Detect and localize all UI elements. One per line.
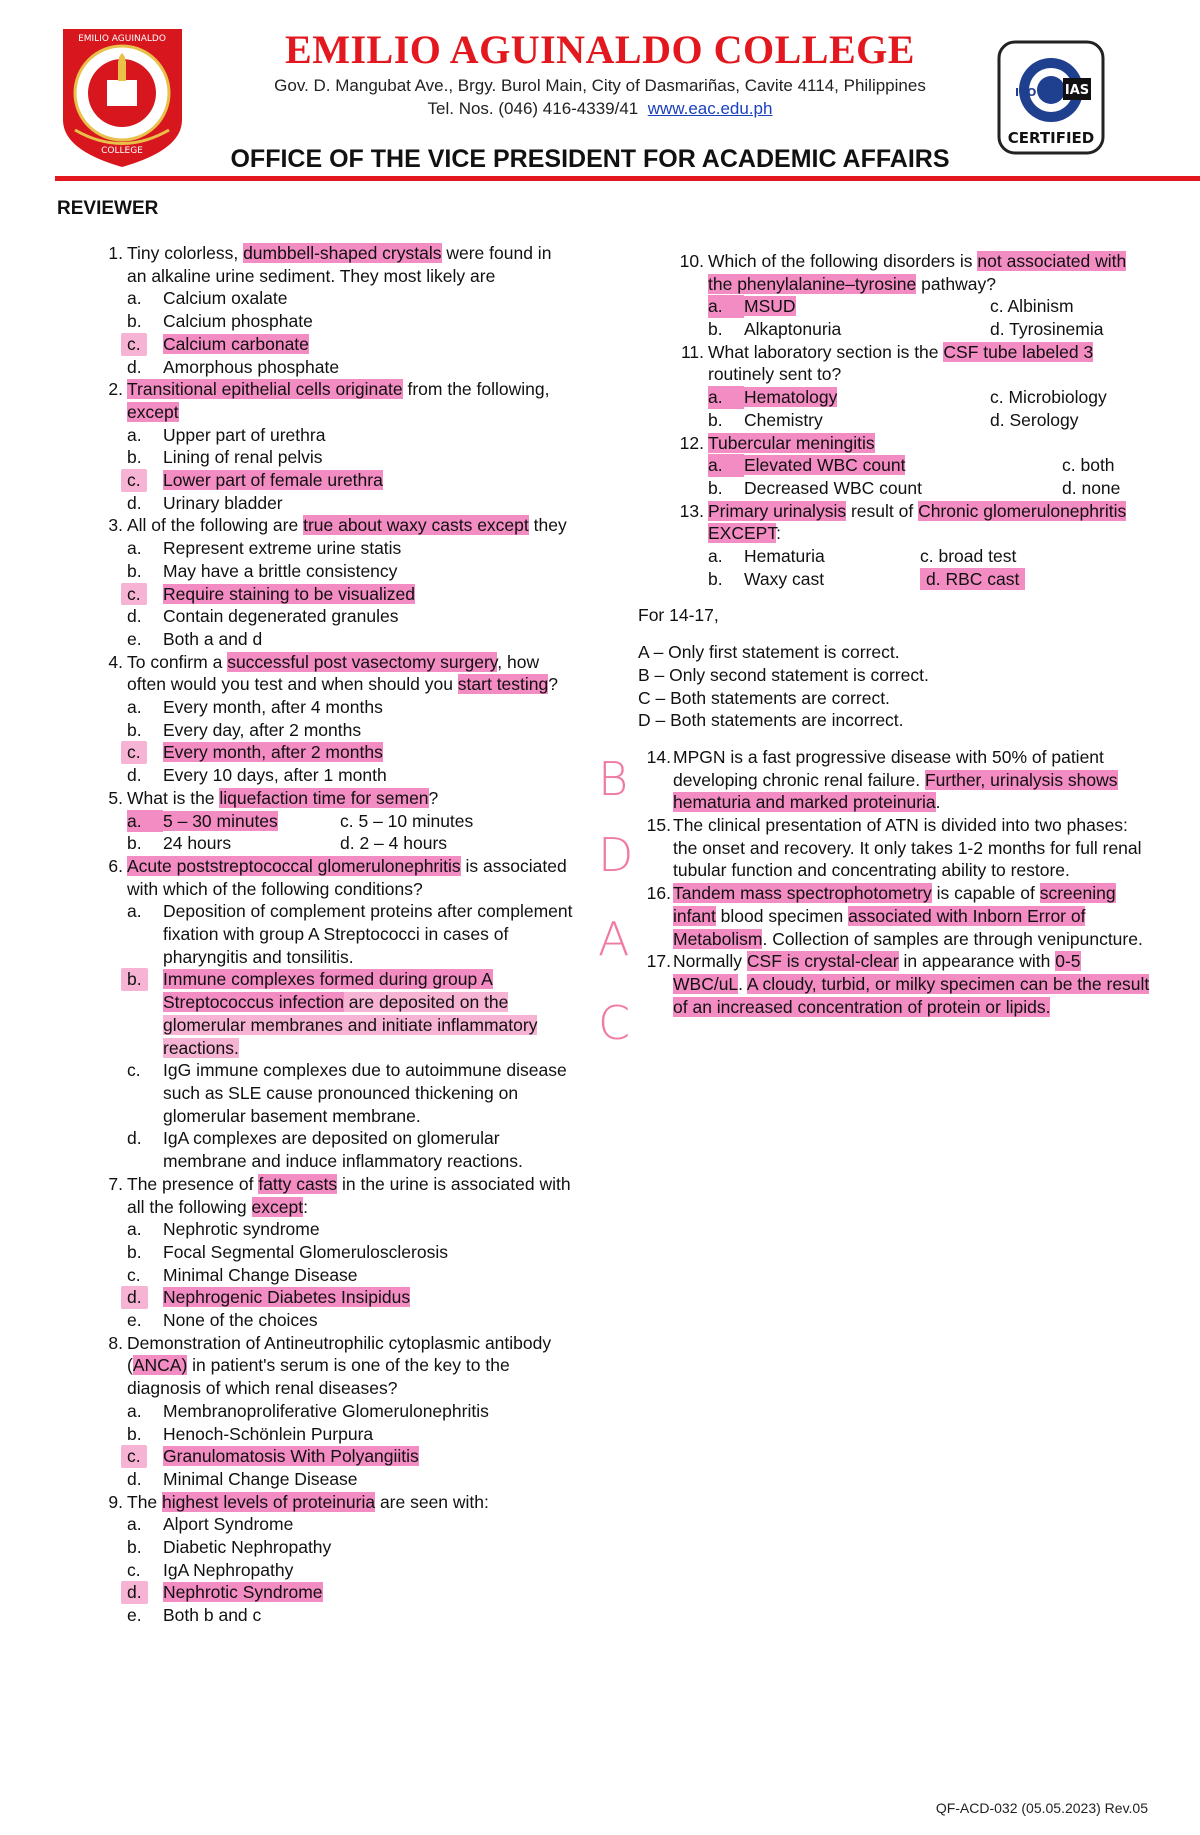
statement-key-b: B – Only second statement is correct. bbox=[638, 664, 929, 685]
question-text: , how often would you test and when should you bbox=[127, 651, 540, 695]
question-text: from the following, bbox=[402, 379, 550, 400]
question-text: What laboratory section is the bbox=[708, 341, 944, 362]
option-e: e. Both b and c bbox=[127, 1605, 262, 1626]
question-text: ? bbox=[428, 787, 439, 808]
option-a: a. Calcium oxalate bbox=[127, 288, 288, 309]
question-9 bbox=[95, 1491, 575, 1514]
highlight: Tubercular meningitis bbox=[708, 432, 875, 453]
question-text: were found in an alkaline urine sediment. They most likely are bbox=[127, 243, 552, 286]
option-d-answer: d. RBC cast bbox=[920, 568, 1025, 591]
question-16 bbox=[638, 882, 1150, 950]
options-row-bd: b. Waxy cast d. RBC cast bbox=[670, 568, 1150, 591]
option-c: c. Microbiology bbox=[990, 387, 1107, 408]
question-text: result of bbox=[846, 500, 919, 521]
highlight: Acute poststreptococcal glomerulonephritis bbox=[127, 855, 461, 876]
option-a: a. Membranoproliferative Glomerulonephritis bbox=[127, 1400, 489, 1421]
option-d: d. IgA complexes are deposited on glomerular membrane and induce inflammatory reactions. bbox=[127, 1128, 523, 1172]
question-number: 6. bbox=[108, 855, 123, 876]
options-row-bd: b. Chemistry d. Serology bbox=[708, 409, 1079, 430]
statement-instructions: For 14-17, bbox=[638, 605, 719, 626]
question-text: in appearance with bbox=[898, 951, 1056, 972]
highlight: CSF is crystal-clear bbox=[746, 951, 899, 972]
question-text: MPGN is a fast progressive disease with 50% of patient developing chronic renal failure. bbox=[673, 746, 1104, 790]
college-seal-logo bbox=[55, 25, 190, 170]
option-c: c. 5 – 10 minutes bbox=[340, 810, 474, 831]
options-row-bd: b. Decreased WBC count d. none bbox=[708, 477, 1121, 498]
question-number: 14. bbox=[646, 746, 671, 767]
question-text: routinely sent to? bbox=[708, 364, 842, 385]
question-11 bbox=[670, 341, 1150, 386]
questions-column-left bbox=[95, 242, 575, 1627]
option-b: b. Diabetic Nephropathy bbox=[127, 1537, 332, 1558]
question-number: 7. bbox=[108, 1173, 123, 1194]
question-text: What is the bbox=[127, 787, 220, 808]
option-c: c. Albinism bbox=[990, 296, 1074, 317]
highlight: Further, urinalysis shows hematuria and marked proteinuria bbox=[673, 769, 1118, 813]
question-text: Demonstration of Antineutrophilic cytoplasmic antibody ( bbox=[127, 1332, 552, 1376]
svg-text:ISO: ISO bbox=[1015, 86, 1037, 99]
highlight: dumbbell-shaped crystals bbox=[243, 243, 442, 263]
question-text: ? bbox=[548, 674, 558, 695]
option-b: Decreased WBC count bbox=[744, 477, 922, 498]
handwritten-answer-mark: D bbox=[598, 828, 634, 882]
question-number: 1. bbox=[108, 243, 123, 263]
svg-text:COLLEGE: COLLEGE bbox=[101, 146, 143, 156]
question-text: All of the following are bbox=[127, 515, 304, 536]
question-text: . bbox=[738, 973, 747, 994]
option-d: d. Contain degenerated granules bbox=[127, 606, 399, 627]
question-text: they bbox=[528, 515, 567, 536]
question-number: 2. bbox=[108, 379, 123, 400]
options-row-bd: b. Alkaptonuria d. Tyrosinemia bbox=[708, 319, 1104, 340]
options-row-ac: a. Hematuria c. broad test bbox=[708, 546, 1017, 567]
question-text: : bbox=[303, 1196, 308, 1217]
option-c: c. Minimal Change Disease bbox=[127, 1264, 358, 1285]
svg-text:EMILIO AGUINALDO: EMILIO AGUINALDO bbox=[78, 34, 166, 44]
option-d: d. Every 10 days, after 1 month bbox=[127, 765, 387, 786]
question-number: 5. bbox=[108, 787, 123, 808]
statement-key-d: D – Both statements are incorrect. bbox=[638, 710, 904, 731]
question-3 bbox=[95, 514, 575, 537]
question-text: Normally bbox=[673, 951, 747, 972]
question-number: 10. bbox=[679, 251, 704, 271]
iso-ias-certified-badge bbox=[997, 40, 1105, 155]
page-header bbox=[0, 0, 1200, 190]
document-control-number: QF-ACD-032 (05.05.2023) Rev.05 bbox=[935, 1800, 1148, 1816]
section-title: REVIEWER bbox=[57, 198, 159, 219]
option-b: b. Lining of renal pelvis bbox=[127, 447, 323, 468]
option-a: a. Every month, after 4 months bbox=[127, 697, 383, 718]
options-row-ac: a. Hematology c. Microbiology bbox=[708, 387, 1107, 408]
option-b: b. Calcium phosphate bbox=[127, 311, 313, 332]
college-address: Gov. D. Mangubat Ave., Brgy. Burol Main, City of Dasmariñas, Cavite 4114, Philippines bbox=[274, 76, 926, 95]
website-link[interactable]: www.eac.edu.ph bbox=[647, 99, 773, 118]
question-text: The bbox=[127, 1491, 163, 1512]
question-number: 4. bbox=[108, 651, 123, 672]
question-text: . bbox=[935, 792, 941, 813]
highlight: successful post vasectomy surgery bbox=[227, 651, 498, 672]
questions-column-right bbox=[638, 250, 1150, 1018]
highlight: associated with Inborn Error of Metabolism bbox=[673, 905, 1086, 949]
option-c-answer: c. Every month, after 2 months bbox=[95, 741, 575, 764]
option-c-answer: c. Calcium carbonate bbox=[95, 333, 575, 356]
question-17 bbox=[638, 950, 1150, 1018]
office-title: OFFICE OF THE VICE PRESIDENT FOR ACADEMIC AFFAIRS bbox=[230, 145, 950, 173]
option-b-answer: b. Immune complexes formed during group A Streptococcus infection are deposited on the glomerular membranes and initiate inflammatory reactions. bbox=[95, 968, 575, 1059]
option-b: 24 hours bbox=[163, 833, 232, 854]
option-c: c. IgA Nephropathy bbox=[127, 1559, 294, 1580]
question-12 bbox=[670, 432, 1150, 455]
question-number: 13. bbox=[679, 500, 704, 521]
highlight: highest levels of proteinuria bbox=[162, 1491, 376, 1512]
question-text: in the urine is associated with all the following bbox=[127, 1173, 571, 1217]
question-6 bbox=[95, 855, 575, 900]
option-d: d. Tyrosinemia bbox=[990, 319, 1104, 340]
statement-key-a: A – Only first statement is correct. bbox=[638, 642, 900, 663]
option-e: e. None of the choices bbox=[127, 1310, 318, 1331]
highlight: 0-5 WBC/uL bbox=[673, 951, 1081, 994]
option-d: d. Urinary bladder bbox=[127, 492, 283, 513]
option-a: Hematuria bbox=[744, 546, 825, 567]
header-divider bbox=[55, 176, 1200, 181]
option-a: a. Deposition of complement proteins after complement fixation with group A Streptococci in cases of pharyngitis and tonsilitis. bbox=[127, 901, 573, 967]
highlight: Chronic glomerulonephritis EXCEPT bbox=[708, 500, 1127, 544]
svg-text:CERTIFIED: CERTIFIED bbox=[1007, 129, 1095, 147]
college-contact bbox=[200, 99, 1000, 119]
option-d: d. none bbox=[1062, 477, 1121, 498]
option-c-answer: c. Require staining to be visualized bbox=[95, 583, 575, 606]
question-1 bbox=[95, 242, 575, 287]
option-c-answer: c. Lower part of female urethra bbox=[95, 469, 575, 492]
question-number: 15. bbox=[646, 815, 671, 836]
question-text: Which of the following disorders is bbox=[708, 251, 978, 271]
option-b: b. Henoch-Schönlein Purpura bbox=[127, 1423, 374, 1444]
question-10 bbox=[670, 250, 1150, 295]
question-text: pathway? bbox=[916, 273, 996, 294]
question-15 bbox=[638, 814, 1150, 882]
question-13 bbox=[670, 500, 1150, 545]
handwritten-answer-mark: C bbox=[598, 996, 631, 1050]
highlight: Tandem mass spectrophotometry bbox=[673, 883, 932, 904]
option-c: c. both bbox=[1062, 455, 1115, 476]
question-text: is associated with which of the following conditions? bbox=[127, 855, 567, 899]
highlight: except bbox=[251, 1196, 304, 1217]
question-text: To confirm a bbox=[127, 651, 228, 672]
option-d-answer: d. Nephrogenic Diabetes Insipidus bbox=[95, 1286, 575, 1309]
svg-text:IAS: IAS bbox=[1064, 83, 1090, 98]
question-number: 16. bbox=[646, 883, 671, 904]
highlight: liquefaction time for semen bbox=[219, 787, 429, 808]
highlight: Primary urinalysis bbox=[708, 500, 847, 521]
question-text: . Collection of samples are through venipuncture. bbox=[762, 928, 1143, 949]
option-a: a. Alport Syndrome bbox=[127, 1514, 294, 1535]
option-e: e. Both a and d bbox=[127, 628, 263, 649]
question-text: is capable of bbox=[931, 883, 1040, 904]
question-text: : bbox=[776, 523, 781, 544]
option-a: a. Nephrotic syndrome bbox=[127, 1219, 320, 1240]
options-row-bd: b. 24 hours d. 2 – 4 hours bbox=[127, 833, 448, 854]
question-text: The presence of bbox=[127, 1173, 259, 1194]
question-number: 8. bbox=[108, 1332, 123, 1353]
option-d: d. Minimal Change Disease bbox=[127, 1468, 358, 1489]
question-5 bbox=[95, 787, 575, 810]
question-14 bbox=[638, 746, 1150, 814]
question-number: 11. bbox=[680, 341, 704, 362]
question-text: Tiny colorless, bbox=[127, 243, 244, 263]
highlight: A cloudy, turbid, or milky specimen can be the result of an increased concentration of protein or lipids. bbox=[673, 973, 1150, 1017]
question-7 bbox=[95, 1173, 575, 1218]
handwritten-answer-mark: A bbox=[598, 912, 630, 966]
option-b: Waxy cast bbox=[744, 568, 825, 589]
option-c: c. broad test bbox=[920, 546, 1017, 567]
question-text: are seen with: bbox=[375, 1491, 489, 1512]
option-c-answer: c. Granulomatosis With Polyangiitis bbox=[95, 1445, 575, 1468]
options-row-ac: a. 5 – 30 minutes c. 5 – 10 minutes bbox=[127, 810, 474, 831]
handwritten-answer-mark: B bbox=[598, 752, 629, 806]
highlight: Transitional epithelial cells originate bbox=[127, 379, 403, 400]
option-b: b. May have a brittle consistency bbox=[127, 560, 398, 581]
highlight: fatty casts bbox=[258, 1173, 338, 1194]
question-text: The clinical presentation of ATN is divided into two phases: the onset and recovery. It only takes 1-2 months for full renal tubular function and concentrating ability to restore. bbox=[673, 815, 1142, 881]
option-d: d. Serology bbox=[990, 409, 1079, 430]
question-8 bbox=[95, 1332, 575, 1400]
option-a: a. Upper part of urethra bbox=[127, 424, 326, 445]
option-b: b. Every day, after 2 months bbox=[127, 719, 362, 740]
highlight: except bbox=[127, 401, 179, 422]
highlight: true about waxy casts except bbox=[303, 515, 529, 536]
highlight: screening infant bbox=[673, 883, 1116, 926]
highlight: CSF tube labeled 3 bbox=[943, 341, 1094, 362]
option-b: b. Focal Segmental Glomerulosclerosis bbox=[127, 1241, 448, 1262]
option-d-answer: d. Nephrotic Syndrome bbox=[95, 1581, 575, 1604]
option-a-answer: MSUD bbox=[744, 296, 796, 317]
options-row-ac: a. MSUD c. Albinism bbox=[708, 296, 1074, 317]
question-4 bbox=[95, 651, 575, 696]
option-a: a. Represent extreme urine statis bbox=[127, 538, 402, 559]
highlight: ANCA) bbox=[132, 1355, 188, 1376]
option-d: d. Amorphous phosphate bbox=[127, 356, 340, 377]
option-c: c. IgG immune complexes due to autoimmune disease such as SLE cause pronounced thickening on glomerular basement membrane. bbox=[127, 1060, 567, 1126]
statement-key-c: C – Both statements are correct. bbox=[638, 687, 890, 708]
option-b: Chemistry bbox=[744, 409, 823, 430]
option-a-answer: 5 – 30 minutes bbox=[163, 810, 278, 831]
question-2 bbox=[95, 378, 575, 423]
options-row-ac: a. Elevated WBC count c. both bbox=[708, 455, 1115, 476]
highlight: not associated with the phenylalanine–tyrosine bbox=[708, 251, 1127, 294]
question-number: 17. bbox=[646, 951, 671, 972]
college-name: EMILIO AGUINALDO COLLEGE bbox=[285, 27, 915, 72]
question-number: 3. bbox=[108, 515, 123, 536]
option-d: d. 2 – 4 hours bbox=[340, 833, 448, 854]
question-number: 12. bbox=[679, 432, 704, 453]
telephone-numbers: Tel. Nos. (046) 416-4339/41 bbox=[427, 99, 639, 118]
question-text: blood specimen bbox=[715, 905, 849, 926]
question-number: 9. bbox=[108, 1491, 123, 1512]
option-a-answer: Elevated WBC count bbox=[744, 455, 906, 476]
highlight: start testing bbox=[457, 674, 549, 695]
option-a-answer: Hematology bbox=[744, 387, 838, 408]
option-b: Alkaptonuria bbox=[744, 319, 842, 340]
question-text: in patient's serum is one of the key to the diagnosis of which renal diseases? bbox=[127, 1355, 510, 1399]
